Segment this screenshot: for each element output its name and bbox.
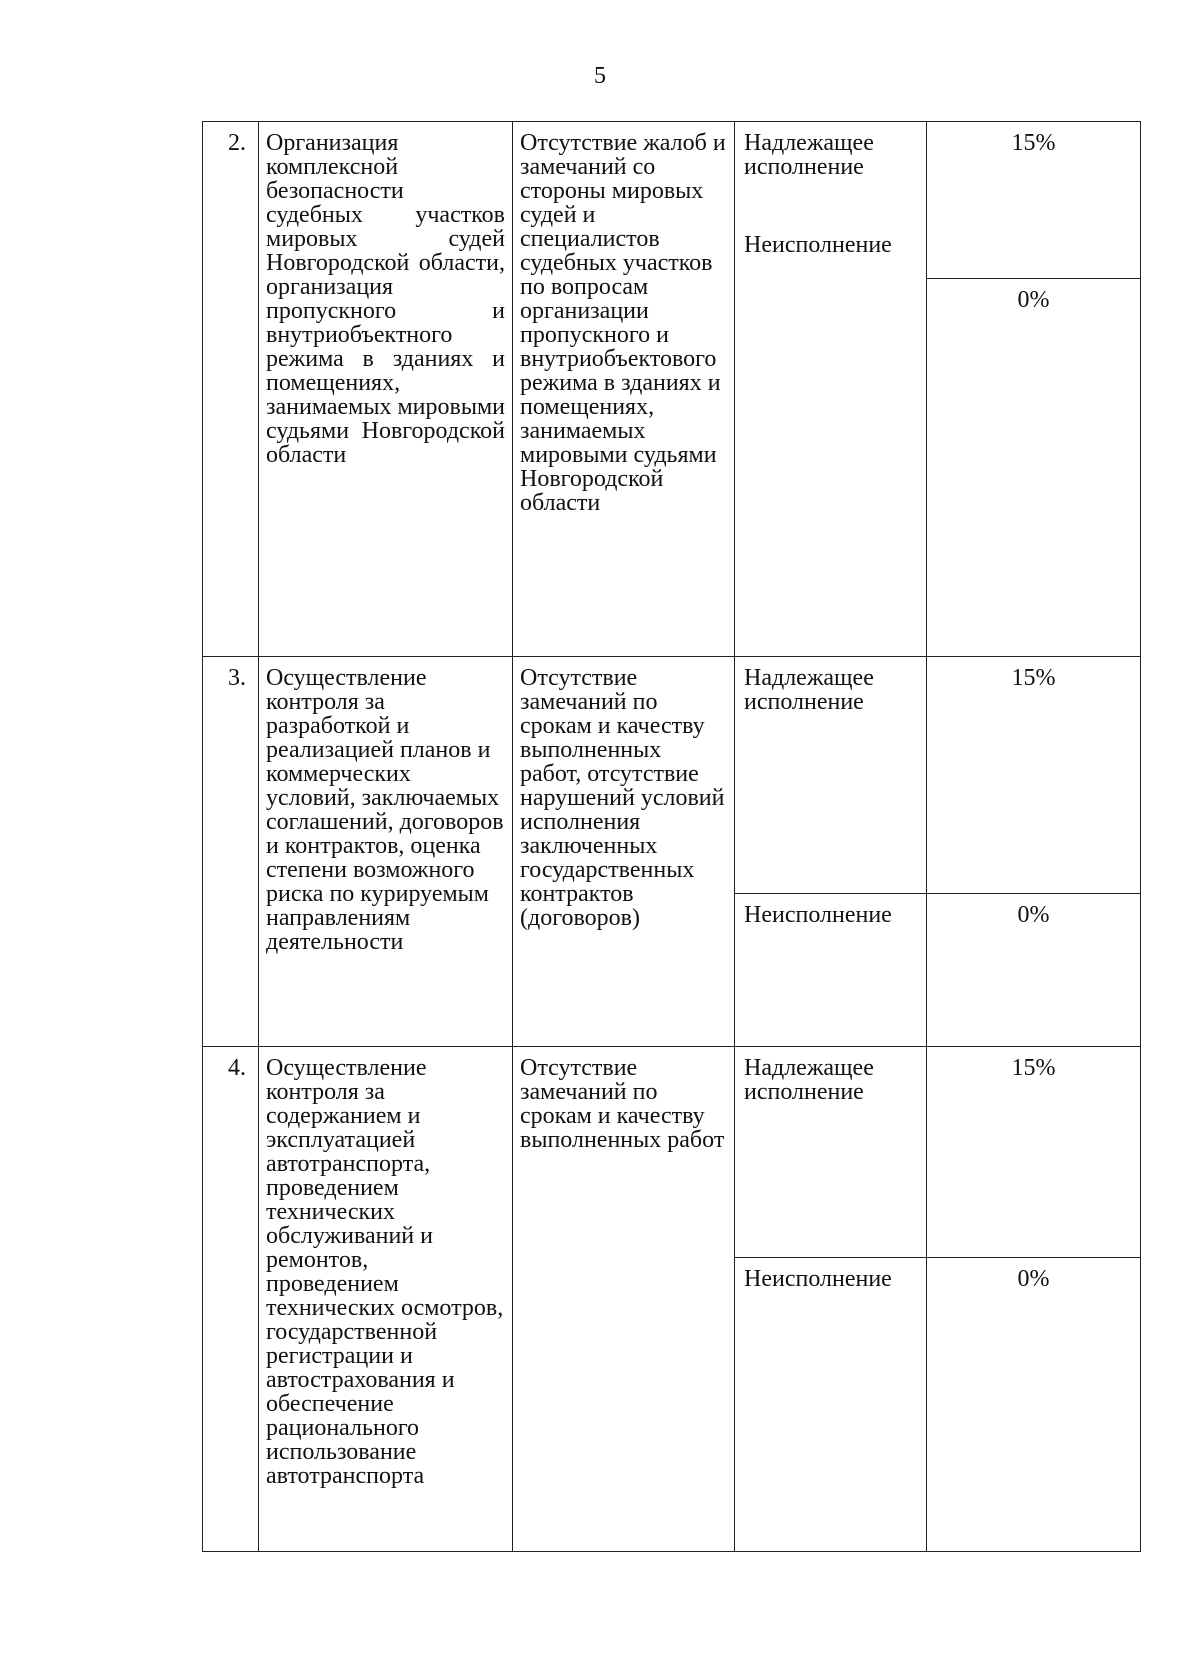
- status-failure: Неисполнение: [735, 894, 927, 1047]
- status-proper: Надлежащее исполнение: [735, 657, 927, 894]
- criterion-cell: Организация комплексной безопасности судебных участков мировых судей Новгородской области, организация пропускного и внутриобъектного режима в зданиях и помещениях, занимаемых мировыми судьями Новгородской области: [259, 122, 513, 657]
- status-cell: [735, 122, 927, 657]
- percent-proper: 15%: [927, 122, 1141, 279]
- status-failure: Неисполнение: [735, 1258, 927, 1552]
- table-row: [203, 657, 1141, 894]
- row-number: 4.: [203, 1047, 259, 1552]
- table-row: [203, 122, 1141, 279]
- percent-failure: 0%: [927, 1258, 1141, 1552]
- indicator-cell: Отсутствие замечаний по срокам и качеству выполненных работ, отсутствие нарушений условий исполнения заключенных государственных контрактов (договоров): [513, 657, 735, 1047]
- percent-proper: 15%: [927, 1047, 1141, 1258]
- row-number: 2.: [203, 122, 259, 657]
- indicator-cell: Отсутствие жалоб и замечаний со стороны мировых судей и специалистов судебных участков по вопросам организации пропускного и внутриобъектового режима в зданиях и помещениях, занимаемых мировыми судьями Новгородской области: [513, 122, 735, 657]
- row-number: 3.: [203, 657, 259, 1047]
- percent-proper: 15%: [927, 657, 1141, 894]
- criterion-cell: Осуществление контроля за разработкой и реализацией планов и коммерческих условий, заключаемых соглашений, договоров и контрактов, оценка степени возможного риска по курируемым направлениям деятельности: [259, 657, 513, 1047]
- page-number: 5: [594, 63, 606, 89]
- percent-failure: 0%: [927, 279, 1141, 657]
- status-proper: Надлежащее исполнение: [744, 130, 874, 180]
- indicator-cell: Отсутствие замечаний по срокам и качеству выполненных работ: [513, 1047, 735, 1552]
- criteria-table: [202, 121, 1141, 1552]
- percent-failure: 0%: [927, 894, 1141, 1047]
- status-failure: Неисполнение: [744, 232, 892, 258]
- table-row: [203, 1047, 1141, 1258]
- status-proper: Надлежащее исполнение: [735, 1047, 927, 1258]
- criterion-cell: Осуществление контроля за содержанием и эксплуатацией автотранспорта, проведением технических обслуживаний и ремонтов, проведением технических осмотров, государственной регистрации и автострахования и обеспечение рационального использование автотранспорта: [259, 1047, 513, 1552]
